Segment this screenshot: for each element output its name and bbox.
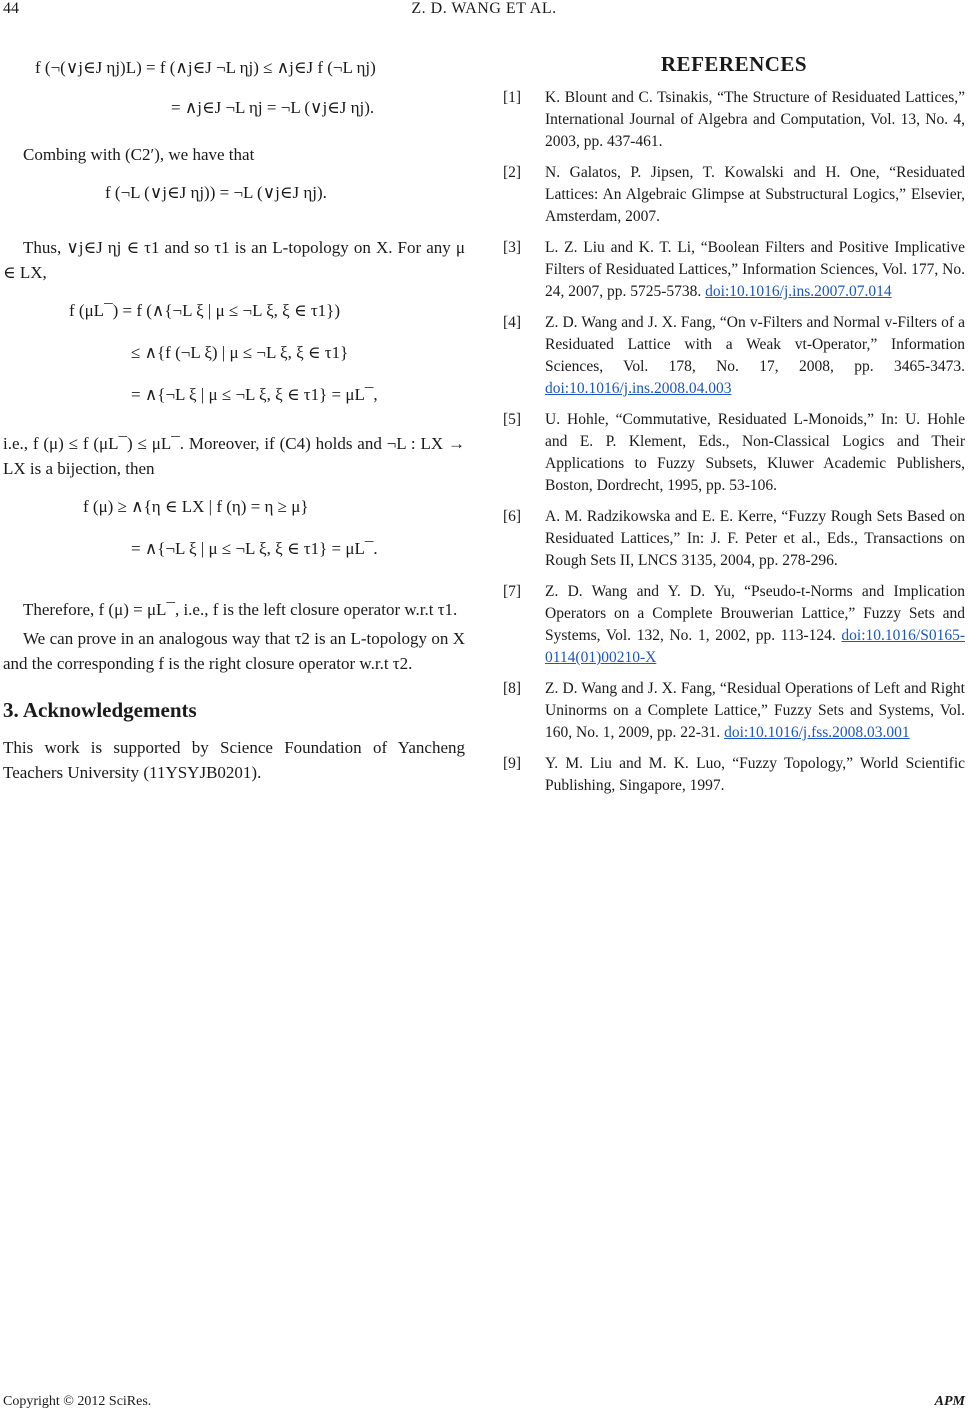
reference-citation: Z. D. Wang and J. X. Fang, “On v-Filters and Normal v-Filters of a Residuated Lattice with a Weak vt-Operator,” Information Sciences, Vol. 178, No. 17, 2008, pp. 3465-3473.: [545, 314, 965, 375]
reference-doi-link[interactable]: doi:10.1016/j.ins.2007.07.014: [705, 283, 892, 300]
reference-text: [545, 312, 965, 400]
equation-2: [3, 167, 465, 219]
reference-citation: Z. D. Wang and J. X. Fang, “Residual Operations of Left and Right Uninorms on a Complete Lattice,” Fuzzy Sets and Systems, Vol. 160, No. 1, 2009, pp. 22-31.: [545, 680, 965, 741]
equation-3: [3, 285, 465, 421]
reference-number: [6]: [503, 508, 522, 525]
paragraph-thus: Thus, ∨j∈J ηj ∈ τ1 and so τ1 is an L-topology on X. For any μ ∈ LX,: [3, 238, 465, 282]
references-column: [503, 40, 965, 806]
references-heading: REFERENCES: [660, 52, 808, 76]
reference-citation: A. M. Radzikowska and E. E. Kerre, “Fuzzy Rough Sets Based on Residuated Lattices,” In: J. F. Peter et al., Eds., Transactions on Rough Sets II, LNCS 3135, 2004, pp. 278-296.: [545, 508, 965, 569]
reference-citation: L. Z. Liu and K. T. Li, “Boolean Filters and Positive Implicative Filters of Residuated Lattices,” Information Sciences, Vol. 177, No. 24, 2007, pp. 5725-5738.: [545, 239, 965, 300]
reference-item: [503, 409, 965, 497]
equation-1: [3, 40, 465, 124]
reference-text: [545, 581, 965, 669]
reference-citation: U. Hohle, “Commutative, Residuated L-Monoids,” In: U. Hohle and E. P. Klement, Eds., Non-Classical Logics and Their Applications to Fuzzy Subsets, Kluwer Academic Publishers, Boston, Dordrecht, 1995, pp. 53-106.: [545, 411, 965, 494]
reference-text: [545, 753, 965, 797]
equation-3-line-1: f (μL¯) = f (∧{¬L ξ | μ ≤ ¬L ξ, ξ ∈ τ1}): [69, 301, 340, 320]
reference-item: [503, 87, 965, 153]
equation-1-line-1: f (¬(∨j∈J ηj)L) = f (∧j∈J ¬L ηj) ≤ ∧j∈J f (¬L ηj): [35, 58, 376, 77]
reference-citation: K. Blount and C. Tsinakis, “The Structure of Residuated Lattices,” International Journal of Algebra and Computation, Vol. 13, No. 4, 2003, pp. 437-461.: [545, 89, 965, 150]
reference-number: [3]: [503, 239, 522, 256]
reference-item: [503, 237, 965, 303]
reference-item: [503, 162, 965, 228]
reference-number: [7]: [503, 583, 522, 600]
paragraph-therefore: Therefore, f (μ) = μL¯, i.e., f is the left closure operator w.r.t τ1.: [23, 600, 458, 619]
acknowledgements-heading: 3. Acknowledgements: [3, 698, 197, 722]
reference-number: [2]: [503, 164, 522, 181]
equation-2-line: f (¬L (∨j∈J ηj)) = ¬L (∨j∈J ηj).: [105, 183, 327, 202]
reference-text: [545, 237, 965, 303]
reference-text: [545, 162, 965, 228]
reference-number: [1]: [503, 89, 522, 106]
equation-4-line-2: = ∧{¬L ξ | μ ≤ ¬L ξ, ξ ∈ τ1} = μL¯.: [131, 539, 378, 558]
reference-item: [503, 753, 965, 797]
reference-doi-link[interactable]: doi:10.1016/j.fss.2008.03.001: [724, 724, 910, 741]
equation-3-line-3: = ∧{¬L ξ | μ ≤ ¬L ξ, ξ ∈ τ1} = μL¯,: [131, 385, 378, 404]
reference-text: [545, 409, 965, 497]
reference-number: [8]: [503, 680, 522, 697]
reference-doi-link[interactable]: doi:10.1016/j.ins.2008.04.003: [545, 380, 732, 397]
equation-3-line-2: ≤ ∧{f (¬L ξ) | μ ≤ ¬L ξ, ξ ∈ τ1}: [131, 343, 349, 362]
reference-item: [503, 506, 965, 572]
reference-list: [503, 87, 965, 797]
journal-abbrev: APM: [934, 1394, 965, 1409]
page-header: [0, 0, 968, 22]
reference-text: [545, 506, 965, 572]
paragraph-combing: Combing with (C2′), we have that: [23, 145, 255, 164]
acknowledgements-text: This work is supported by Science Foundation of Yancheng Teachers University (11YSYJB0201).: [3, 738, 465, 782]
reference-item: [503, 312, 965, 400]
copyright: Copyright © 2012 SciRes.: [3, 1394, 152, 1409]
reference-citation: N. Galatos, P. Jipsen, T. Kowalski and H. One, “Residuated Lattices: An Algebraic Glimpse at Substructural Logics,” Elsevier, Amsterdam, 2007.: [545, 164, 965, 225]
page-number: 44: [3, 0, 19, 17]
reference-item: [503, 581, 965, 669]
reference-number: [9]: [503, 755, 522, 772]
reference-citation: Z. D. Wang and Y. D. Yu, “Pseudo-t-Norms and Implication Operators on a Complete Brouwerian Lattice,” Fuzzy Sets and Systems, Vol. 132, No. 1, 2002, pp. 113-124.: [545, 583, 965, 644]
reference-text: [545, 678, 965, 744]
reference-doi-link[interactable]: doi:10.1016/S0165-0114(01)00210-X: [545, 627, 965, 666]
reference-citation: Y. M. Liu and M. K. Luo, “Fuzzy Topology,” World Scientific Publishing, Singapore, 1997.: [545, 755, 965, 794]
equation-4: [3, 481, 465, 575]
paragraph-ie: i.e., f (μ) ≤ f (μL¯) ≤ μL¯. Moreover, if (C4) holds and ¬L : LX → LX is a bijection, then: [3, 434, 465, 478]
reference-number: [5]: [503, 411, 522, 428]
left-column: [3, 40, 465, 785]
reference-number: [4]: [503, 314, 522, 331]
equation-4-line-1: f (μ) ≥ ∧{η ∈ LX | f (η) = η ≥ μ}: [83, 497, 309, 516]
running-head: Z. D. WANG ET AL.: [411, 0, 557, 17]
reference-text: [545, 87, 965, 153]
paragraph-analogous: We can prove in an analogous way that τ2 is an L-topology on X and the corresponding f is the right closure operator w.r.t τ2.: [3, 629, 465, 673]
reference-item: [503, 678, 965, 744]
equation-1-line-2: = ∧j∈J ¬L ηj = ¬L (∨j∈J ηj).: [171, 98, 375, 117]
